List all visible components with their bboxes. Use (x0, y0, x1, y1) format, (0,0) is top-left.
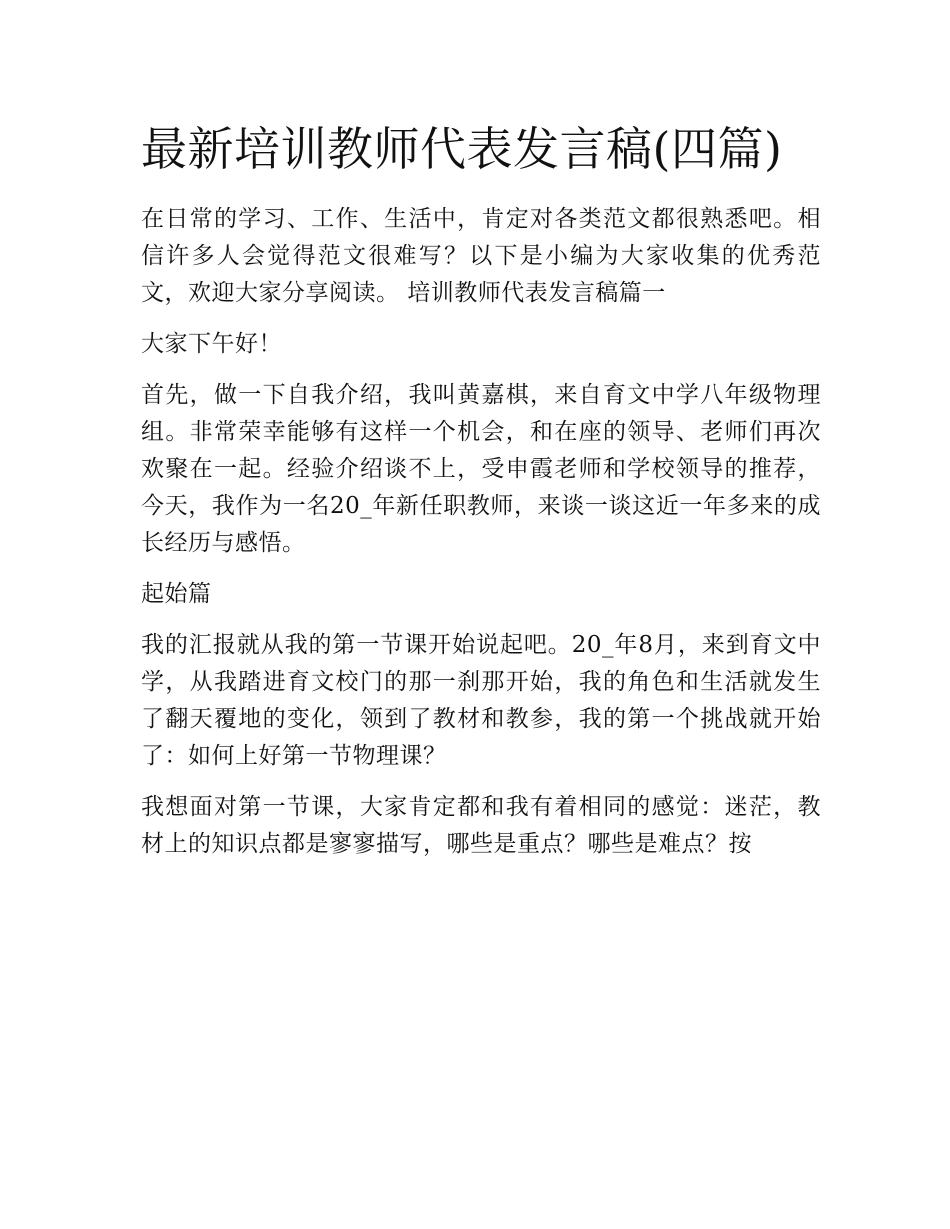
feeling-paragraph: 我想面对第一节课，大家肯定都和我有着相同的感觉：迷茫，教材上的知识点都是寥寥描写，哪些是重点？哪些是难点？按 (141, 794, 821, 857)
section-heading: 起始篇 (141, 581, 212, 607)
self-introduction-paragraph: 首先，做一下自我介绍，我叫黄嘉棋，来自育文中学八年级物理组。非常荣幸能够有这样一个机会，和在座的领导、老师们再次欢聚在一起。经验介绍谈不上，受申霞老师和学校领导的推荐，今天，我作为一名20_年新任职教师，来谈一谈这近一年多来的成长经历与感悟。 (141, 382, 821, 556)
document-content (141, 112, 821, 877)
intro-paragraph: 在日常的学习、工作、生活中，肯定对各类范文都很熟悉吧。相信许多人会觉得范文很难写？以下是小编为大家收集的优秀范文，欢迎大家分享阅读。 培训教师代表发言稿篇一 (141, 206, 821, 306)
greeting-paragraph: 大家下午好！ (141, 331, 282, 357)
document-title: 最新培训教师代表发言稿(四篇) (141, 122, 783, 176)
first-lesson-paragraph: 我的汇报就从我的第一节课开始说起吧。20_年8月，来到育文中学，从我踏进育文校门的那一刹那开始，我的角色和生活就发生了翻天覆地的变化，领到了教材和教参，我的第一个挑战就开始了：如何上好第一节物理课？ (141, 632, 821, 769)
